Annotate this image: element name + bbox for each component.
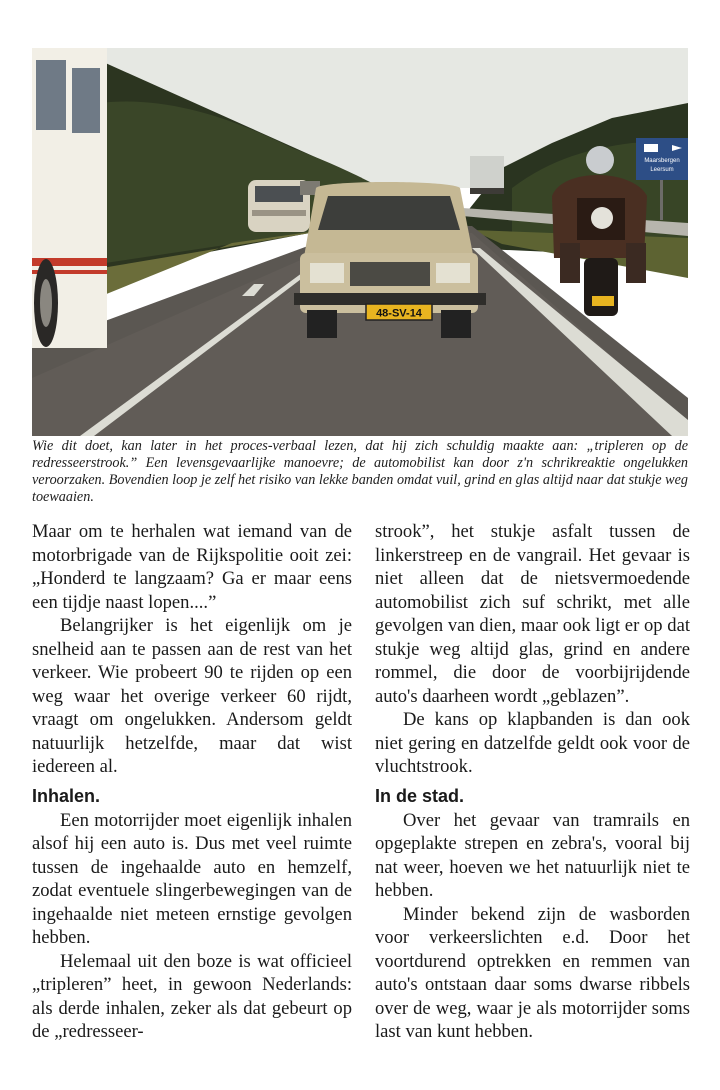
license-plate-text: 48-SV-14 (376, 307, 422, 320)
left-paragraph-2: Belangrijker is het eigenlijk om je snelheid aan te passen aan de rest van het verkeer. Wie probeert 90 te rijden op een weg waar het overige verkeer 60 rijdt, vraagt om ongelukken. Andersom geldt natuurlijk hetzelfde, maar dat wist iedereen al. (32, 615, 352, 777)
left-column (32, 520, 352, 1044)
road-sign-line-2: Leersum (650, 167, 674, 173)
motorway-photo (32, 48, 688, 436)
road-sign-line-1: Maarsbergen (644, 158, 680, 164)
left-paragraph-3: Een motorrijder moet eigenlijk inhalen alsof hij een auto is. Dus met veel ruimte tussen de ingehaalde auto en hemzelf, zodat eventuele slingerbewegingen van de ingehaalde niet meteen ernstige gevolgen hebben. (32, 809, 352, 948)
left-paragraph-4: Helemaal uit den boze is wat officieel „tripleren” heet, in gewoon Nederlands: als derde inhalen, zeker als dat gebeurt op de „redresseer- (32, 950, 352, 1042)
left-paragraph-1: Maar om te herhalen wat iemand van de motorbrigade van de Rijkspolitie ooit zei: „Honderd te langzaam? Ga er maar eens een tijdje naast lopen....” (32, 521, 352, 613)
right-paragraph-1: strook”, het stukje asfalt tussen de linkerstreep en de vangrail. Het gevaar is niet alleen dat de nietsvermoedende automobilist zich suf schrikt, met alle gevolgen van dien, maar ook ligt er op dat stukje weg altijd glas, grind en andere rommel, die door de voorbijrijdende auto's daarheen wordt „geblazen”. (375, 521, 690, 707)
right-paragraph-2: De kans op klapbanden is dan ook niet gering en datzelfde geldt ook voor de vluchtstrook. (375, 709, 690, 777)
photo-caption: Wie dit doet, kan later in het proces-verbaal lezen, dat hij zich schuldig maakte aan: „tripleren op de redresseerstrook.” Een levensgevaarlijke manoevre; de automobilist kan door z'n schrikreaktie ongelukken veroorzaken. Bovendien loop je zelf het risiko van lekke banden omdat vuil, grind en glas altijd naar dat stukje weg toewaaien. (32, 438, 688, 505)
section-heading-in-de-stad: In de stad. (375, 785, 465, 806)
right-column (375, 520, 690, 1044)
right-paragraph-3: Over het gevaar van tramrails en opgeplakte strepen en zebra's, vooral bij nat weer, hoeven we het natuurlijk niet te hebben. (375, 809, 690, 901)
right-paragraph-4: Minder bekend zijn de wasborden voor verkeerslichten e.d. Door het voortdurend optrekken en remmen van auto's ontstaan daar soms dwarse ribbels over de weg, waar je als motorrijder soms last van kunt hebben. (375, 903, 690, 1042)
section-heading-inhalen: Inhalen. (32, 785, 101, 806)
